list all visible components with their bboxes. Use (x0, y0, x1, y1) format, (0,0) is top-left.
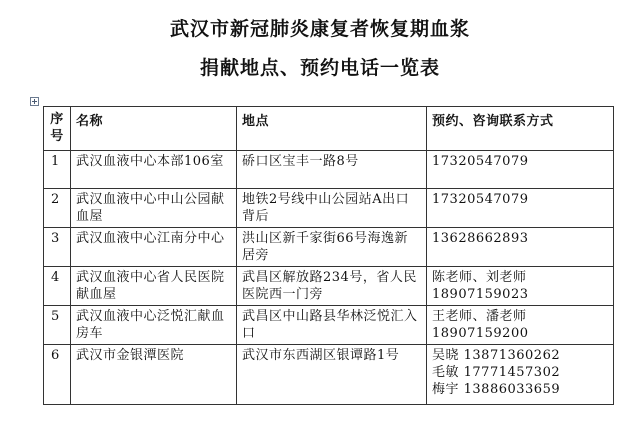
table-move-handle-icon[interactable] (30, 97, 39, 106)
row-num: 3 (44, 228, 71, 267)
document-title-line-1: 武汉市新冠肺炎康复者恢复期血浆 (169, 18, 470, 40)
row-num: 6 (44, 345, 71, 405)
header-contact: 预约、咨询联系方式 (427, 107, 614, 151)
contact-line: 王老师、潘老师 (432, 309, 527, 324)
contact-line: 18907159023 (432, 287, 529, 302)
contact-line: 吴晓 13871360262 (432, 348, 561, 363)
table-row (44, 189, 614, 228)
contact-line: 18907159200 (432, 326, 529, 341)
row-contact (427, 228, 614, 267)
row-name: 武汉血液中心本部106室 (71, 151, 237, 189)
row-name: 武汉血液中心泛悦汇献血房车 (71, 306, 237, 345)
row-num: 2 (44, 189, 71, 228)
header-location: 地点 (237, 107, 427, 151)
contact-line: 17320547079 (432, 192, 529, 207)
contact-line: 13628662893 (432, 231, 529, 246)
row-name: 武汉血液中心省人民医院献血屋 (71, 267, 237, 306)
contact-line: 梅宇 13886033659 (432, 382, 561, 397)
row-contact (427, 189, 614, 228)
row-location: 洪山区新千家街66号海逸新居旁 (237, 228, 427, 267)
row-contact (427, 151, 614, 189)
row-name: 武汉血液中心中山公园献血屋 (71, 189, 237, 228)
contact-line: 陈老师、刘老师 (432, 270, 527, 285)
row-num: 1 (44, 151, 71, 189)
table-header-row (44, 107, 614, 151)
row-location: 地铁2号线中山公园站A出口背后 (237, 189, 427, 228)
row-contact (427, 345, 614, 405)
document-title-line-2: 捐献地点、预约电话一览表 (199, 57, 440, 79)
row-name: 武汉市金银潭医院 (71, 345, 237, 405)
table-row (44, 151, 614, 189)
header-name: 名称 (71, 107, 237, 151)
row-num: 4 (44, 267, 71, 306)
row-location: 武汉市东西湖区银谭路1号 (237, 345, 427, 405)
row-location: 硚口区宝丰一路8号 (237, 151, 427, 189)
row-num: 5 (44, 306, 71, 345)
row-contact (427, 306, 614, 345)
table-row (44, 228, 614, 267)
header-num: 序号 (44, 107, 71, 151)
contact-line: 毛敏 17771457302 (432, 365, 561, 380)
row-name: 武汉血液中心江南分中心 (71, 228, 237, 267)
row-contact (427, 267, 614, 306)
row-location: 武昌区中山路县华林泛悦汇入口 (237, 306, 427, 345)
table-row (44, 345, 614, 405)
donation-sites-table (43, 106, 614, 405)
row-location: 武昌区解放路234号，省人民医院西一门旁 (237, 267, 427, 306)
table-row (44, 306, 614, 345)
contact-line: 17320547079 (432, 154, 529, 169)
table-row (44, 267, 614, 306)
